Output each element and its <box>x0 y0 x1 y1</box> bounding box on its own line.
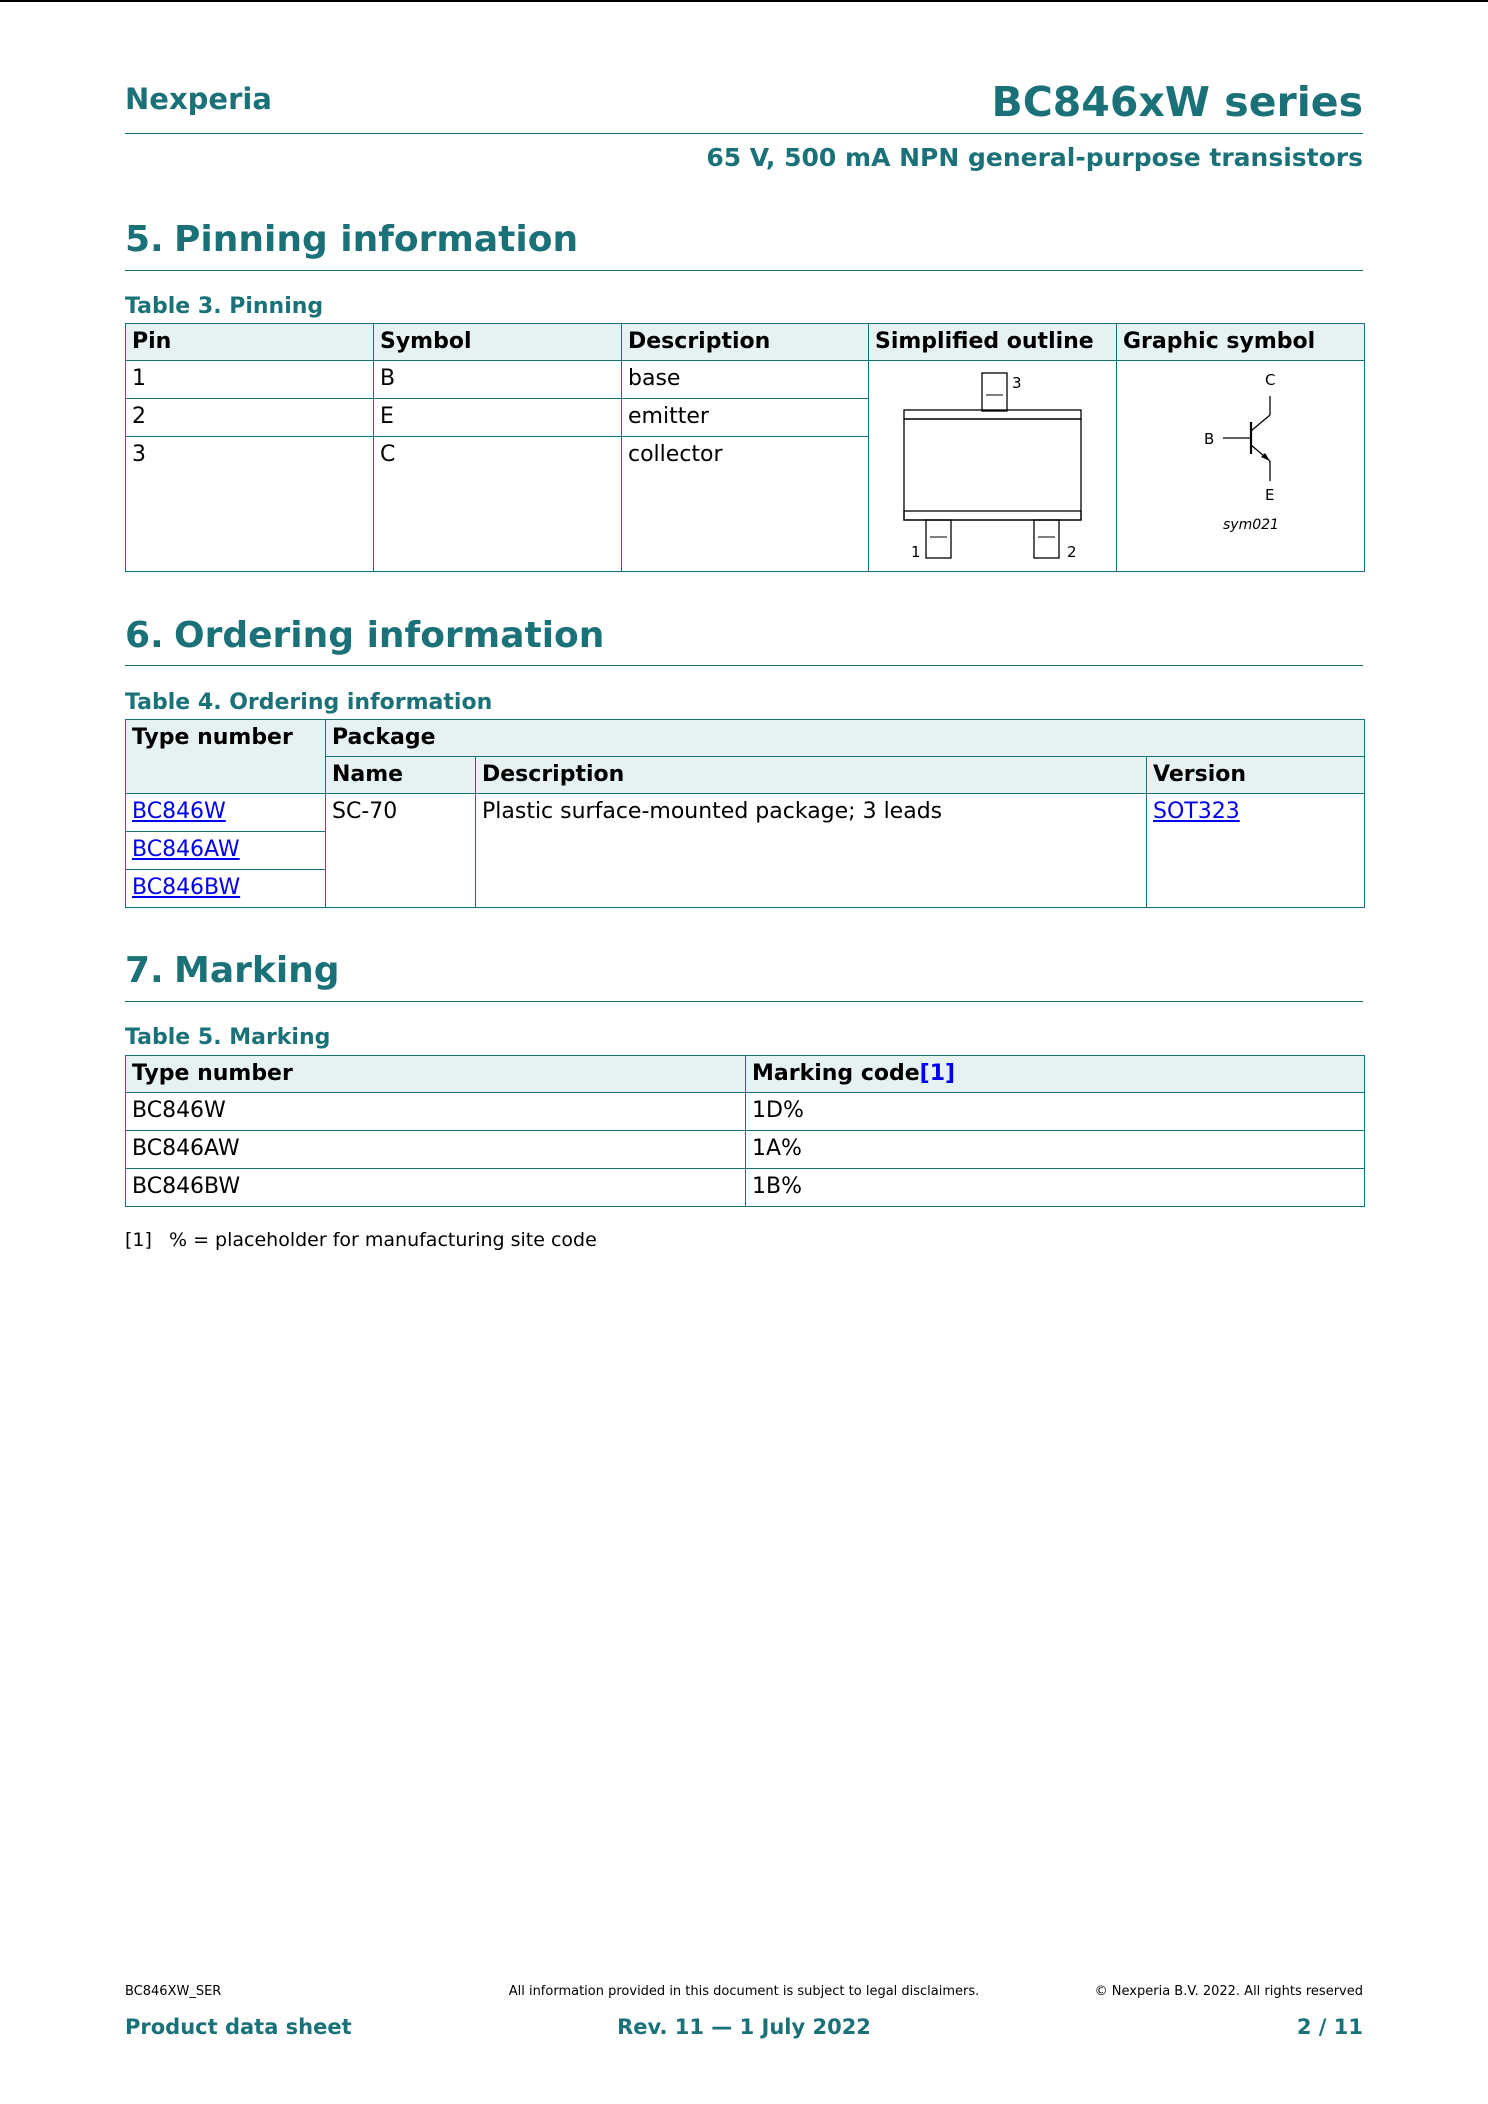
symbol-cell: B <box>374 361 622 399</box>
type-number-cell <box>126 832 326 870</box>
footer-revision: Rev. 11 — 1 July 2022 <box>617 2015 871 2039</box>
table-row <box>126 361 1365 399</box>
page-top-border <box>0 0 1488 2</box>
document-title: BC846xW series <box>991 78 1363 126</box>
column-header-type-number: Type number <box>126 1056 746 1093</box>
table-caption-ordering: Table 4. Ordering information <box>125 690 493 715</box>
symbol-cell: C <box>374 437 622 572</box>
emitter-label: E <box>1265 486 1275 504</box>
footnote-id: [1] <box>125 1229 152 1251</box>
section-number: 6. <box>125 615 164 656</box>
section-divider <box>125 665 1363 666</box>
footer-page-number: 2 / 11 <box>1296 2015 1363 2039</box>
column-header-marking-code <box>746 1056 1365 1093</box>
outline-pin-label-2: 2 <box>1067 543 1077 561</box>
brand-name: Nexperia <box>125 82 272 116</box>
type-number-link[interactable]: BC846W <box>132 799 226 824</box>
column-header-symbol: Symbol <box>374 324 622 361</box>
table-row <box>126 794 1365 832</box>
section-heading-marking <box>125 950 340 991</box>
table-caption-pinning: Table 3. Pinning <box>125 294 324 319</box>
package-description-cell: Plastic surface-mounted package; 3 leads <box>476 794 1147 908</box>
marking-table <box>125 1055 1365 1207</box>
type-number-cell: BC846AW <box>126 1131 746 1169</box>
symbol-code: sym021 <box>1223 517 1279 533</box>
type-number-cell: BC846BW <box>126 1169 746 1207</box>
pin-cell: 2 <box>126 399 374 437</box>
section-heading-ordering <box>125 615 604 656</box>
column-header-name: Name <box>326 757 476 794</box>
table-row <box>126 1169 1365 1207</box>
type-number-link[interactable]: BC846AW <box>132 837 240 862</box>
graphic-symbol-cell <box>1117 361 1365 572</box>
version-cell <box>1147 794 1365 908</box>
footer-document-type: Product data sheet <box>125 2015 352 2039</box>
section-number: 7. <box>125 950 164 991</box>
table-row <box>126 1093 1365 1131</box>
marking-code-cell: 1A% <box>746 1131 1365 1169</box>
npn-transistor-symbol-icon <box>1117 363 1364 569</box>
footnote-reference-link[interactable]: [1] <box>919 1061 956 1086</box>
type-number-cell: BC846W <box>126 1093 746 1131</box>
pin-cell: 1 <box>126 361 374 399</box>
simplified-outline-cell <box>869 361 1117 572</box>
section-number: 5. <box>125 219 164 260</box>
footnote-text: % = placeholder for manufacturing site code <box>169 1229 597 1251</box>
version-link[interactable]: SOT323 <box>1153 799 1240 824</box>
column-header-type-number: Type number <box>126 720 326 794</box>
symbol-cell: E <box>374 399 622 437</box>
footer-disclaimer: All information provided in this document is subject to legal disclaimers. <box>508 1984 980 1999</box>
description-cell: emitter <box>622 399 869 437</box>
description-cell: collector <box>622 437 869 572</box>
outline-pin-label-3: 3 <box>1012 374 1022 392</box>
column-header-simplified-outline: Simplified outline <box>869 324 1117 361</box>
outline-pin-label-1: 1 <box>911 543 921 561</box>
column-header-version: Version <box>1147 757 1365 794</box>
package-name-cell: SC-70 <box>326 794 476 908</box>
description-cell: base <box>622 361 869 399</box>
header-divider <box>125 133 1363 134</box>
section-heading-pinning <box>125 219 578 260</box>
base-label: B <box>1204 430 1215 448</box>
column-header-graphic-symbol: Graphic symbol <box>1117 324 1365 361</box>
section-title: Ordering information <box>174 615 605 656</box>
type-number-cell <box>126 794 326 832</box>
section-title: Marking <box>174 950 340 991</box>
marking-code-cell: 1D% <box>746 1093 1365 1131</box>
type-number-cell <box>126 870 326 908</box>
footer-copyright: © Nexperia B.V. 2022. All rights reserved <box>1094 1984 1363 1999</box>
table-row <box>126 1131 1365 1169</box>
pinning-table <box>125 323 1365 572</box>
section-title: Pinning information <box>174 219 579 260</box>
column-header-description: Description <box>476 757 1147 794</box>
column-header-pin: Pin <box>126 324 374 361</box>
ordering-table <box>125 719 1365 908</box>
type-number-link[interactable]: BC846BW <box>132 875 241 900</box>
footnote <box>125 1229 597 1251</box>
marking-code-cell: 1B% <box>746 1169 1365 1207</box>
table-caption-marking: Table 5. Marking <box>125 1025 331 1050</box>
section-divider <box>125 1001 1363 1002</box>
collector-label: C <box>1265 371 1276 389</box>
pin-cell: 3 <box>126 437 374 572</box>
column-header-description: Description <box>622 324 869 361</box>
package-outline-drawing <box>869 363 1115 569</box>
column-header-package: Package <box>326 720 1365 757</box>
document-subtitle: 65 V, 500 mA NPN general-purpose transistors <box>706 143 1363 172</box>
section-divider <box>125 270 1363 271</box>
marking-code-header-label: Marking code <box>752 1061 920 1086</box>
footer-document-id: BC846XW_SER <box>125 1984 222 1999</box>
